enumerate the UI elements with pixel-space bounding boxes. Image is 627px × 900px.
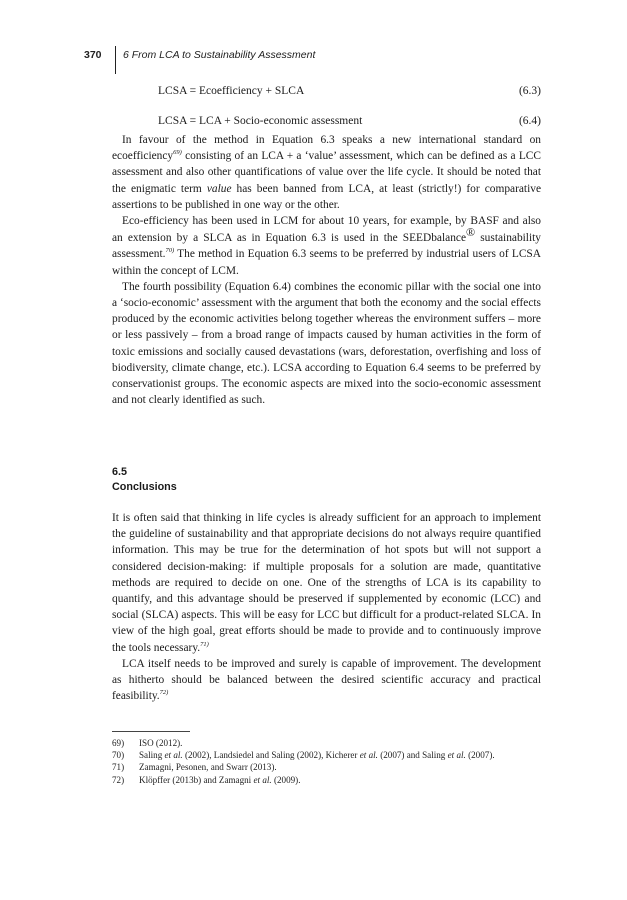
footnote-text: Saling bbox=[139, 750, 165, 761]
footnote-emphasis: et al. bbox=[164, 750, 183, 761]
footnote-emphasis: et al. bbox=[447, 750, 466, 761]
text-run: Eco-efficiency has been used in LCM for about 10 years, for example, by BASF and also an extension by a SLCA as in Equation 6.3 is used in the SEEDbalance bbox=[112, 215, 541, 245]
equation-text: LCSA = Ecoefficiency + SLCA bbox=[158, 85, 305, 97]
footnote bbox=[112, 737, 541, 749]
footnote-number: 69) bbox=[112, 738, 125, 748]
footnote-emphasis: et al. bbox=[359, 750, 378, 761]
conclusions-text bbox=[112, 510, 541, 704]
footnote-text: ISO (2012). bbox=[139, 738, 183, 748]
footnote bbox=[112, 749, 541, 761]
body-text bbox=[112, 132, 541, 408]
emphasis: value bbox=[206, 182, 232, 195]
text-run: LCA itself needs to be improved and surely is capable of improvement. The development as hitherto should be balanced between the desired scientific accuracy and practical feasibility. bbox=[112, 657, 541, 703]
paragraph bbox=[112, 656, 541, 705]
page-number: 370 bbox=[84, 49, 102, 61]
registered-mark: ® bbox=[466, 225, 476, 240]
equation-number: (6.4) bbox=[518, 115, 541, 127]
equation-number: (6.3) bbox=[518, 85, 541, 97]
text-run: It is often said that thinking in life cycles is already sufficient for an approach to implement the guideline of sustainability and that appropriate decisions do not always require quantified information. This may be true for the determination of hot spots but will not support a considered decision-making: if multiple proposals for a solution are made, quantitative methods are required to decide on one. One of the strengths of LCA is its capability to quantify, and this advantage should be preserved if supplemented by economic (LCC) and social (SLCA) aspects. This will be easy for LCC but difficult for a product-related SLCA. In view of the high goal, great efforts should be made to provide and to continuously improve the tools necessary. bbox=[112, 512, 541, 654]
footnote-ref: 72) bbox=[159, 689, 169, 697]
footnote-text: (2009). bbox=[271, 774, 301, 785]
paragraph: The fourth possibility (Equation 6.4) combines the economic pillar with the social one into a ‘socio-economic’ assessment with the argument that both the economy and the social effects produced by the economic activities belong together whereas the environment suffers – more or less passively – from a broad range of impacts caused by human activities in the form of toxic emissions and socially caused devastations (wars, deforestation, overfishing and loss of biodiversity, climate change, etc.). LCSA according to Equation 6.4 seems to be preferred by conservationist groups. The economic aspects are mixed into the socio-economic assessment and not clearly identified as such. bbox=[112, 280, 541, 407]
chapter-title: 6 From LCA to Sustainability Assessment bbox=[123, 49, 316, 61]
text-run: consisting of an LCA + a ‘value’ assessment, which can be defined as a LCC assessment and also other quantifications of value over the life cycle. It should be noted that the enigmatic term bbox=[112, 150, 541, 195]
header-rule bbox=[115, 46, 116, 74]
text-run: In favour of the method in Equation 6.3 speaks a new international standard on ecoefficiency bbox=[112, 134, 541, 163]
paragraph bbox=[112, 510, 541, 656]
footnote-number: 70) bbox=[112, 750, 125, 761]
text-run: sustainability assessment. bbox=[112, 232, 541, 261]
text-run: The method in Equation 6.3 seems to be preferred by industrial users of LCSA within the concept of LCM. bbox=[112, 248, 541, 277]
footnotes bbox=[112, 737, 541, 786]
footnote-text: (2007). bbox=[465, 750, 495, 761]
equation-6-4 bbox=[158, 114, 541, 129]
equation-text: LCSA = LCA + Socio-economic assessment bbox=[158, 115, 363, 127]
footnote-number: 72) bbox=[112, 774, 125, 785]
footnote bbox=[112, 761, 541, 773]
footnote-number: 71) bbox=[112, 762, 125, 773]
footnote-ref: 69) bbox=[173, 149, 182, 157]
footnote-ref: 70) bbox=[165, 247, 175, 255]
section-title: Conclusions bbox=[112, 481, 177, 493]
section-heading bbox=[112, 465, 177, 495]
footnote-text: Klöpffer (2013b) and Zamagni bbox=[139, 774, 254, 785]
text-run: has been banned from LCA, at least (strictly!) for comparative assertions to be published in one way or the other. bbox=[112, 182, 541, 211]
footnote-rule bbox=[112, 731, 190, 732]
paragraph bbox=[112, 213, 541, 279]
equation-6-3 bbox=[158, 84, 541, 99]
footnote-text: (2007) and Saling bbox=[377, 750, 448, 761]
section-number: 6.5 bbox=[112, 466, 128, 478]
footnote-text: Zamagni, Pesonen, and Swarr (2013). bbox=[139, 762, 277, 773]
footnote-ref: 71) bbox=[200, 640, 209, 648]
footnote bbox=[112, 774, 541, 786]
footnote-text: (2002), Landsiedel and Saling (2002), Kicherer bbox=[182, 750, 360, 761]
footnote-emphasis: et al. bbox=[253, 774, 272, 785]
paragraph bbox=[112, 132, 541, 213]
